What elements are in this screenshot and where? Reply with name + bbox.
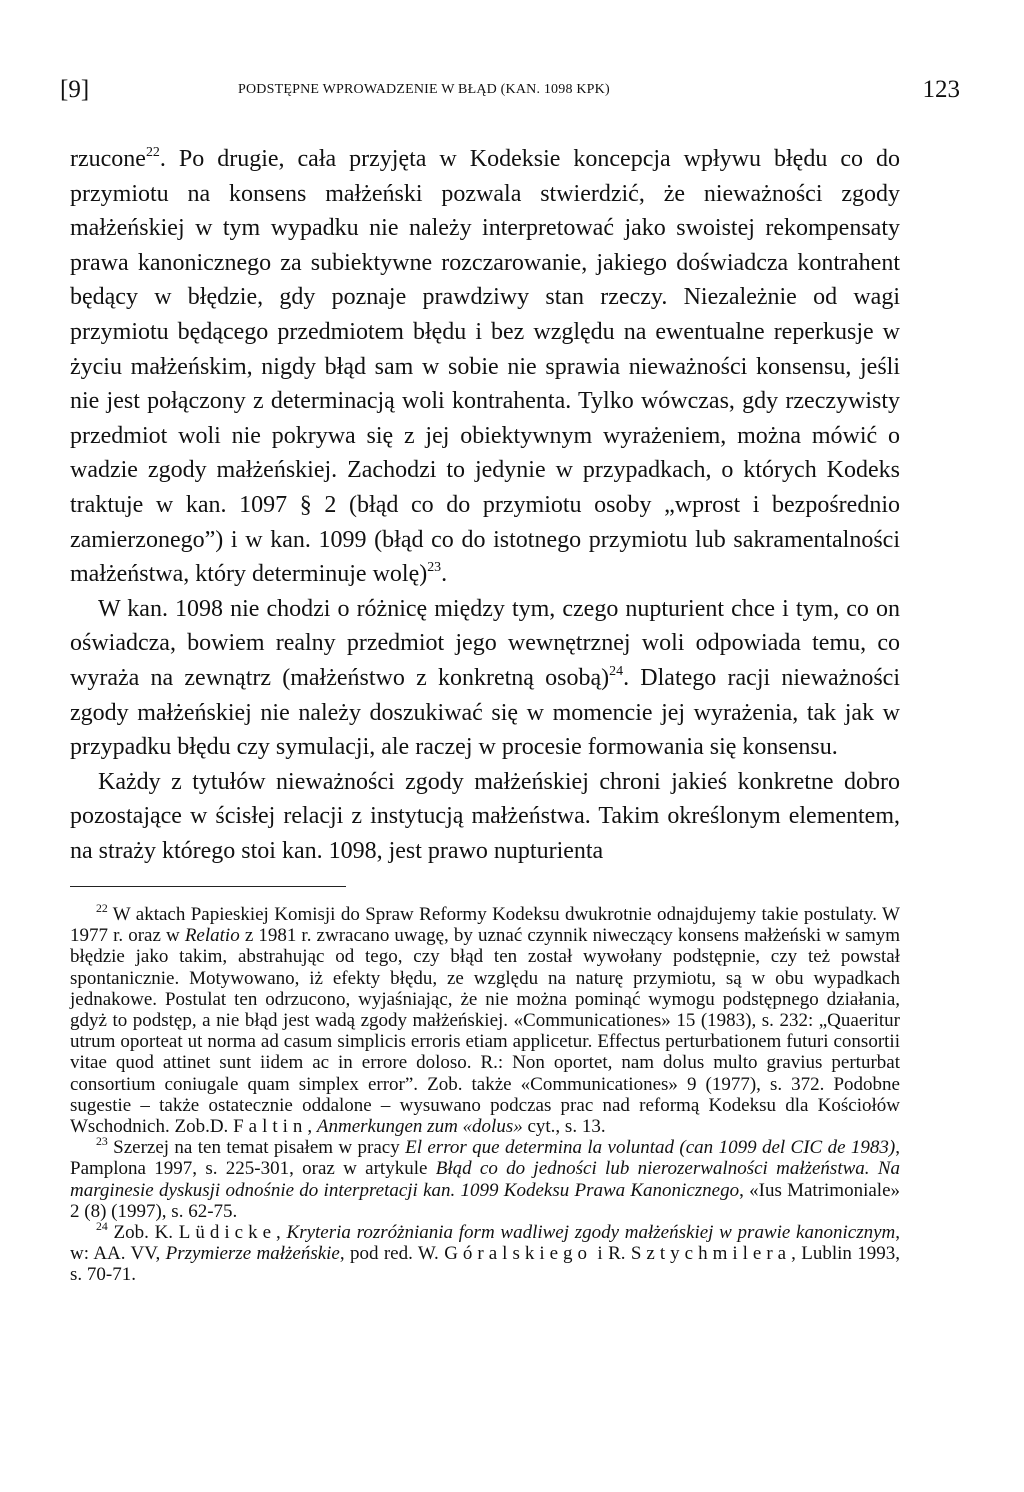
book-page: [60, 0, 960, 1492]
footnote-22-text-2: z 1981 r. zwracano uwagę, by uznać czynnik niweczący konsens małżeński w samym błędzie jako takim, abstrahując od tego, czy błąd ten został wywołany podstępnie, czy też powstał spontanicznie. Motywowano, iż efekty błędu, ze względu na naturę przymiotu, są w obu wypadkach jednakowe. Postulat ten odrzucono, wyjaśniając, że nie można pominąć wymogu podstępnego działania, gdyż to podstęp, a nie błąd jest wadą zgody małżeńskiej. «Communicationes» 15 (1983), s. 232: „Quaeritur utrum oporteat ut norma ad casum simplicis erroris etiam applicetur. Effectus perturbationem futuri consortii vitae quod attinet sunt iidem ac in errore doloso. R.: Non oportet, nam dolus multo gravius perturbat consortium coniugale quam simplex error”. Zob. także «Communicationes» 9 (1977), s. 372. Podobne sugestie – także ostatecznie oddalone – wysuwano podczas prac nad reformą Kodeksu dla Kościołów Wschodnich. Zob.D.: [70, 925, 900, 1138]
running-title: PODSTĘPNE WPROWADZENIE W BŁĄD (KAN. 1098 KPK): [238, 82, 610, 97]
footnote-22: $^{22}$ W aktach Papieskiej Komisji do Spraw Reformy Kodeksu dwukrotnie odnajdujemy takie postulaty. W 1977 r. oraz w Relatio z 1981 r. zwracano uwagę, by uznać czynnik niweczący konsens małżeński w samym błędzie jako takim, abstrahując od tego, czy błąd ten został wywołany podstępnie, czy też powstał spontanicznie. Motywowano, iż efekty błędu, ze względu na naturę przymiotu, są w obu wypadkach jednakowe. Postulat ten odrzucono, wyjaśniając, że nie można pominąć wymogu podstępnego działania, gdyż to podstęp, a nie błąd jest wadą zgody małżeńskiej. «Communicationes» 15 (1983), s. 232: „Quaeritur utrum oporteat ut norma ad casum simplicis erroris etiam applicetur. Effectus perturbationem futuri consortii vitae quod attinet sunt iidem ac in errore doloso. R.: Non oportet, nam dolus multo gravius perturbat consortium coniugale quam simplex error”. Zob. także «Communicationes» 9 (1977), s. 372. Podobne sugestie – także ostatecznie oddalone – wysuwano podczas prac nad reformą Kodeksu dla Kościołów Wschodnich. Zob.D. Faltin, Anmerkungen zum «dolus» cyt., s. 13.: [70, 901, 900, 1138]
footnote-24-author: Lüdicke: [178, 1222, 277, 1244]
footnote-22-text: W aktach Papieskiej Komisji do Spraw Reformy Kodeksu dwukrotnie odnajdujemy takie postulaty. W 1977 r. oraz w: [70, 904, 900, 947]
footnote-number-22: 22: [96, 901, 108, 915]
footnote-23-title-2: Błąd co do jedności lub nierozerwalności małżeństwa. Na marginesie dyskusji odnośnie do interpretacji kan. 1099 Kodeksu Prawa Kanonicznego: [70, 1158, 900, 1201]
footnote-22-end: cyt., s. 13.: [522, 1116, 606, 1138]
footnote-24-text-3: , pod red. W.: [339, 1243, 445, 1265]
main-text: [70, 142, 900, 868]
footnote-ref-24: 24: [609, 663, 624, 679]
footnote-24-text: Zob. K.: [107, 1222, 179, 1244]
footnote-24-end: , Lublin 1993, s. 70-71.: [70, 1243, 901, 1286]
footnote-24-author-2: Góralskiego: [444, 1243, 593, 1265]
section-number: [9]: [60, 76, 90, 103]
footnote-24-sep: ,: [276, 1222, 287, 1244]
footnote-23-end: , «Ius Matrimoniale» 2 (8) (1997), s. 62-75.: [70, 1179, 901, 1222]
footnote-23-text: Szerzej na ten temat pisałem w pracy: [107, 1137, 406, 1159]
footnote-23-text-2: , Pamplona 1997, s. 225-301, oraz w artykule: [70, 1137, 900, 1180]
footnote-ref-22: 22: [145, 144, 160, 160]
footnote-22-relatio: Relatio: [184, 925, 240, 947]
footnote-24-author-3: Sztychmilera: [630, 1243, 792, 1265]
footnote-ref-23: 23: [427, 559, 442, 575]
paragraph-2-text: W kan. 1098 nie chodzi o różnicę między tym, czego nupturient chce i tym, co on oświadcza, bowiem realny przedmiot jego wewnętrznej woli odpowiada temu, co wyraża na zewnątrz (małżeństwo z konkretną osobą): [70, 595, 900, 691]
footnotes: [70, 901, 901, 1286]
paragraph-2: [70, 592, 900, 765]
paragraph-3-text: Każdy z tytułów nieważności zgody małżeńskiej chroni jakieś konkretne dobro pozostające w ścisłej relacji z instytucją małżeństwa. Takim określonym elementem, na straży którego stoi kan. 1098, jest prawo nupturienta: [70, 768, 900, 864]
footnote-23: [70, 1134, 901, 1222]
footnote-24-title-2: Przymierze małżeńskie: [165, 1243, 340, 1265]
footnote-number-24: 24: [96, 1219, 108, 1233]
footnote-number-23: 23: [96, 1134, 108, 1148]
page-number: 123: [922, 76, 960, 103]
paragraph-1-end: .: [441, 561, 448, 588]
paragraph-1-start: rzucone: [70, 146, 146, 172]
footnote-24-title: Kryteria rozróżniania form wadliwej zgody małżeńskiej w prawie kanonicznym: [286, 1222, 896, 1244]
footnote-24: [70, 1219, 901, 1286]
footnote-22-title: Anmerkungen zum «dolus»: [316, 1116, 523, 1138]
footnote-22-author: Faltin: [233, 1116, 308, 1138]
footnote-23-title: El error que determina la voluntad (can 1099 del CIC de 1983): [405, 1137, 896, 1159]
paragraph-1-text: . Po drugie, cała przyjęta w Kodeksie koncepcja wpływu błędu co do przymiotu na konsens małżeński pozwala stwierdzić, że nieważności zgody małżeńskiej w tym wypadku nie należy interpretować jako swoistej rekompensaty prawa kanonicznego za subiektywne rozczarowanie, jakiego doświadcza kontrahent będący w błędzie, gdy poznaje prawdziwy stan rzeczy. Niezależnie od wagi przymiotu będącego przedmiotem błędu i bez względu na ewentualne reperkusje w życiu małżeńskim, nigdy błąd sam w sobie nie sprawia nieważności konsensu, jeśli nie jest połączony z determinacją woli kontrahenta. Tylko wówczas, gdy rzeczywisty przedmiot woli nie pokrywa się z jej obiektywnym wyrażeniem, można mówić o wadzie zgody małżeńskiej. Zachodzi to jedynie w przypadkach, o których Kodeks traktuje w kan. 1097 § 2 (błąd co do przymiotu osoby „wprost i bezpośrednio zamierzonego”) i w kan. 1099 (błąd co do istotnego przymiotu lub sakramentalności małżeństwa, który determinuje wolę): [70, 146, 900, 588]
paragraph-3: [70, 765, 900, 869]
running-header: [60, 76, 960, 108]
footnote-24-text-4: i R.: [592, 1243, 631, 1265]
footnote-24-text-2: , w: AA. VV,: [70, 1222, 900, 1265]
paragraph-2-end: . Dlatego racji nieważności zgody małżeńskiej nie należy doszukiwać się w momencie jej wyrażenia, tak jak w przypadku błędu czy symulacji, ale raczej w procesie formowania się konsensu.: [70, 664, 900, 761]
footnote-divider: [70, 886, 346, 887]
paragraph-1: [70, 142, 900, 592]
